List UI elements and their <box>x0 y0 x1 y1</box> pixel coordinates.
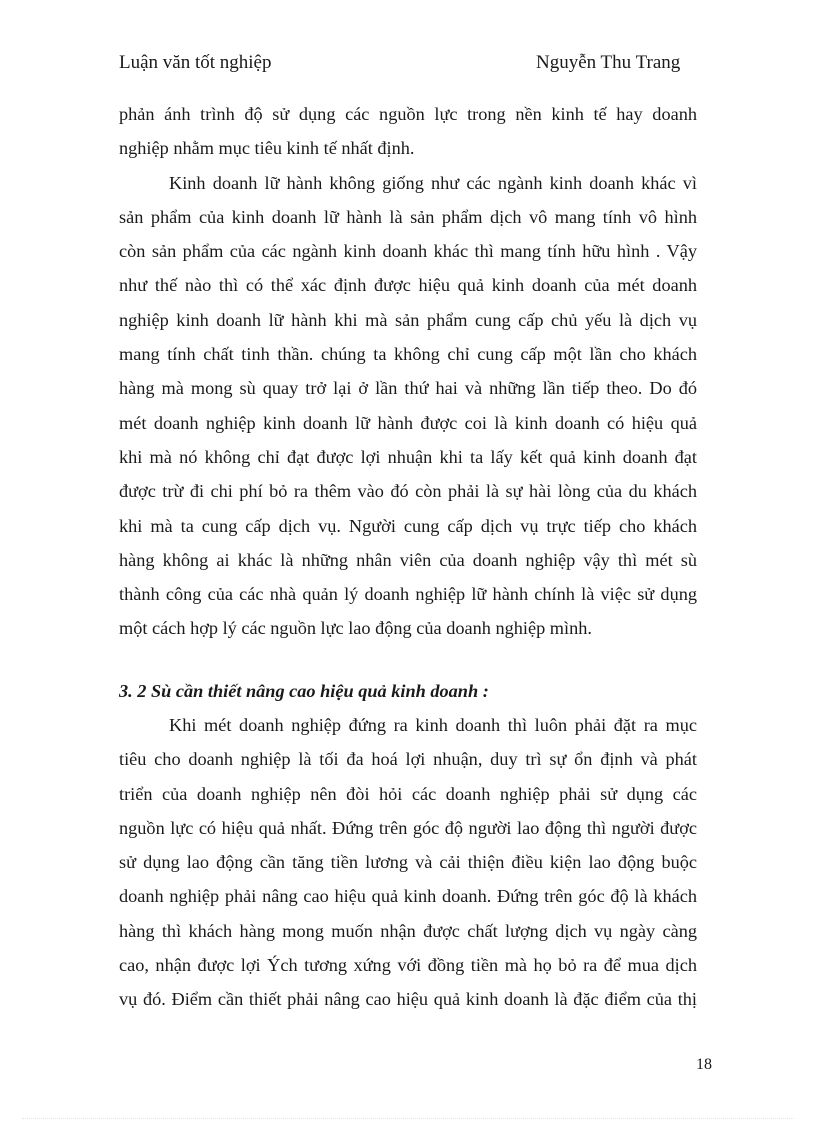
page-bottom-divider <box>22 1118 794 1119</box>
body-line: nghiệp nhằm mục tiêu kinh tế nhất định. <box>119 138 415 159</box>
body-line: hàng thì khách hàng mong muốn nhận được chất lượng dịch vụ ngày càng <box>119 920 697 941</box>
body-line: khi mà ta cung cấp dịch vụ. Người cung cấp dịch vụ trực tiếp cho khách <box>119 515 697 536</box>
body-line: tiêu cho doanh nghiệp là tối đa hoá lợi nhuận, duy trì sự ổn định và phát <box>119 749 697 770</box>
body-paragraphs-section-2 <box>119 708 697 1017</box>
body-line: triển của doanh nghiệp nên đòi hỏi các doanh nghiệp phải sử dụng các <box>119 783 697 804</box>
page-number: 18 <box>696 1056 712 1073</box>
body-line: khi mà nó không chỉ đạt được lợi nhuận khi ta lấy kết quả kinh doanh đạt <box>119 446 697 467</box>
body-line: được trừ đi chi phí bỏ ra thêm vào đó còn phải là sự hài lòng của du khách <box>119 481 697 502</box>
running-header-author: Nguyễn Thu Trang <box>536 52 681 73</box>
body-line: cao, nhận được lợi Ých tương xứng với đồng tiền mà họ bỏ ra để mua dịch <box>119 955 697 976</box>
body-line: thành công của các nhà quản lý doanh nghiệp lữ hành chính là việc sử dụng <box>119 584 697 605</box>
body-line: còn sản phẩm của các ngành kinh doanh khác thì mang tính hữu hình . Vậy <box>119 241 697 262</box>
body-line: phản ánh trình độ sử dụng các nguồn lực trong nền kinh tế hay doanh <box>119 104 697 124</box>
body-line: sử dụng lao động cần tăng tiền lương và cải thiện điều kiện lao động buộc <box>119 852 697 873</box>
body-line: sản phẩm của kinh doanh lữ hành là sản phẩm dịch vô mang tính vô hình <box>119 206 697 227</box>
body-line: mang tính chất tinh thần. chúng ta không chỉ cung cấp một lần cho khách <box>119 344 697 365</box>
section-heading: 3. 2 Sù cần thiết nâng cao hiệu quả kinh doanh : <box>119 681 489 701</box>
body-line: vụ đó. Điểm cần thiết phải nâng cao hiệu quả kinh doanh là đặc điểm của thị <box>119 989 697 1010</box>
running-header-title: Luận văn tốt nghiệp <box>119 52 272 73</box>
body-line: hàng không ai khác là những nhân viên của doanh nghiệp vậy thì mét sù <box>119 549 697 570</box>
body-paragraphs-section-1 <box>119 97 697 646</box>
body-line: Kinh doanh lữ hành không giống như các ngành kinh doanh khác vì <box>169 172 697 193</box>
body-line: doanh nghiệp phải nâng cao hiệu quả kinh doanh. Đứng trên góc độ là khách <box>119 886 697 907</box>
body-line: như thế nào thì có thể xác định được hiệu quả kinh doanh của mét doanh <box>119 275 697 296</box>
body-line: hàng mà mong sù quay trở lại ở lần thứ hai và những lần tiếp theo. Do đó <box>119 378 697 399</box>
body-line: nghiệp kinh doanh lữ hành khi mà sản phẩm cung cấp chủ yếu là dịch vụ <box>119 309 697 330</box>
body-line: Khi mét doanh nghiệp đứng ra kinh doanh thì luôn phải đặt ra mục <box>169 715 697 735</box>
body-line: mét doanh nghiệp kinh doanh lữ hành được coi là kinh doanh có hiệu quả <box>119 412 697 433</box>
body-line: nguồn lực có hiệu quả nhất. Đứng trên góc độ người lao động thì người được <box>119 817 697 838</box>
body-line: một cách hợp lý các nguồn lực lao động của doanh nghiệp mình. <box>119 618 592 639</box>
